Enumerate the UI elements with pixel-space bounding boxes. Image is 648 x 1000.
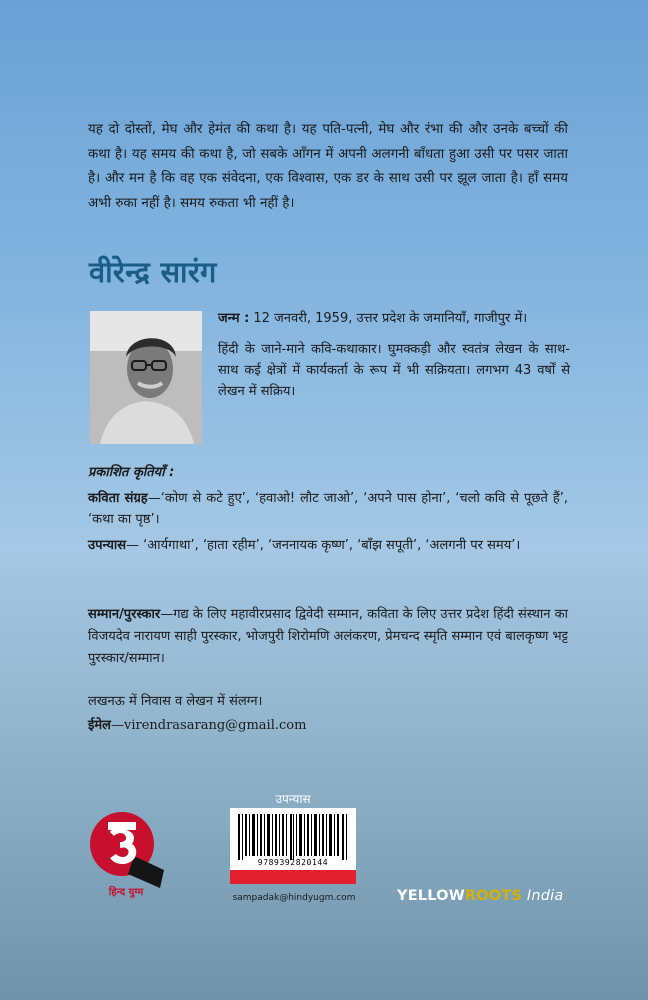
barcode-red-band xyxy=(230,870,356,884)
birth-label: जन्म : xyxy=(218,311,250,326)
poetry-value: —‘कोण से कटे हुए’, ‘हवाओ! लौट जाओ’, ‘अपने पास होना’, ‘चलो कवि से पूछते हैं’, ‘कथा का पृष्ठ’। xyxy=(88,490,568,527)
imprint-yellow: YELLOW xyxy=(397,888,465,904)
residence-text: लखनऊ में निवास व लेखन में संलग्न। xyxy=(88,694,263,709)
about-text: हिंदी के जाने-माने कवि-कथाकार। घुमक्कड़ी और स्वतंत्र लेखन के साथ-साथ कई क्षेत्रों में कार्यकर्ता के रूप में भी सक्रियता। लगभग 43 वर्षों से लेखन में सक्रिय। xyxy=(218,342,570,399)
email-line xyxy=(88,715,568,737)
author-bio xyxy=(218,308,570,412)
email-value: —virendrasarang@gmail.com xyxy=(110,718,307,733)
award-label: सम्मान/पुरस्कार xyxy=(88,607,161,622)
novel-label: उपन्यास xyxy=(88,537,127,553)
birth-value: 12 जनवरी, 1959, उत्तर प्रदेश के जमानियाँ, गाजीपुर में। xyxy=(249,311,528,326)
blurb-text: यह दो दोस्तों, मेघ और हेमंत की कथा है। यह पति-पत्नी, मेघ और रंभा की और उनके बच्चों की कथा है। यह समय की कथा है, जो सबके आँगन में अपनी अलगनी बाँधता हुआ उसी पर पसर जाता है। और मन है कि वह एक संवेदना, एक विश्वास, एक डर के साथ उसी पर झूल जाता है। हाँ समय अभी रुका नहीं है। समय रुकता भी नहीं है। xyxy=(88,122,568,211)
works-heading: प्रकाशित कृतियाँ : xyxy=(88,465,175,480)
award-value: —गद्य के लिए महावीरप्रसाद द्विवेदी सम्मान, कविता के लिए उत्तर प्रदेश हिंदी संस्थान का विजयदेव नारायण साही पुरस्कार, भोजपुरी शिरोमणि अलंकरण, प्रेमचन्द स्मृति सम्मान एवं बालकृष्ण भट्ट पुरस्कार/सम्मान। xyxy=(88,607,568,666)
imprint-logo xyxy=(397,888,563,904)
isbn-number: 9789392820144 xyxy=(257,858,329,867)
author-name: वीरेन्द्र सारंग xyxy=(89,255,217,289)
contact-block xyxy=(88,691,568,739)
logo-caption: हिन्द युग्म xyxy=(108,887,144,898)
poetry-label: कविता संग्रह xyxy=(88,490,148,506)
hind-yugm-logo-icon xyxy=(86,804,166,892)
author-photo xyxy=(90,311,202,444)
novel-value: — ‘आर्यगाथा’, ‘हाता रहीम’, ‘जननायक कृष्ण’, ‘बाँझ सपूती’, ‘अलगनी पर समय’। xyxy=(126,537,521,553)
birth-line xyxy=(218,308,570,329)
barcode xyxy=(230,808,356,878)
published-works xyxy=(88,462,568,560)
poetry-line xyxy=(88,488,568,531)
email-label: ईमेल xyxy=(88,718,111,733)
novel-line xyxy=(88,535,568,557)
imprint-india: India xyxy=(522,888,564,904)
publisher-email: sampadak@hindyugm.com xyxy=(232,893,356,903)
imprint-roots: ROOTS xyxy=(464,888,523,904)
award-line xyxy=(88,604,568,670)
awards xyxy=(88,604,568,670)
genre-label: उपन्यास xyxy=(275,792,311,806)
